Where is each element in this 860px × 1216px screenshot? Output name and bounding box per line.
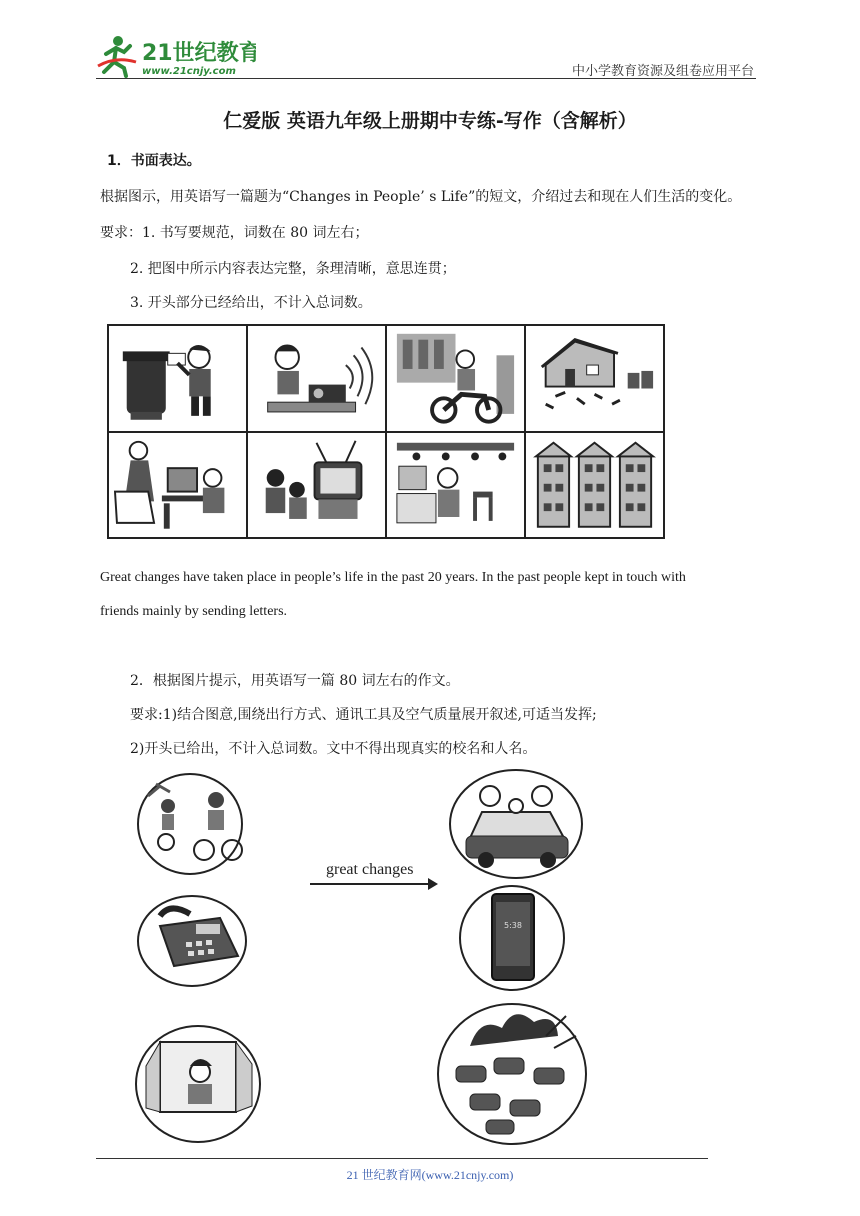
q2-picture [130, 766, 600, 1146]
bicycle-circle [138, 774, 242, 874]
car-circle [450, 770, 582, 878]
site-logo [96, 32, 256, 78]
mobile-phone-circle [460, 886, 564, 990]
q1-requirement-2: 2. 把图中所示内容表达完整，条理清晰，意思连贯； [130, 261, 456, 277]
tv-family-picture [247, 432, 386, 539]
q1-picture-grid [107, 324, 665, 539]
great-changes-arrow [310, 861, 438, 890]
logo-text: 21世纪教育 [142, 41, 256, 66]
page-title: 仁爱版 英语九年级上册期中专练-写作（含解析） [223, 110, 637, 132]
q1-prompt: 根据图示，用英语写一篇题为“Changes in People’ s Life”的短文，介绍过去和现在人们生活的变化。 [100, 189, 742, 205]
q2-heading: 2．根据图片提示，用英语写一篇 80 词左右的作文。 [130, 673, 460, 689]
open-window-circle [136, 1026, 260, 1142]
q1-opening-line-1: Great changes have taken place in people’s life in the past 20 years. In the past people kept in touch with [100, 570, 686, 585]
radio-boy-picture [247, 325, 386, 432]
q1-opening-line-2: friends mainly by sending letters. [100, 604, 288, 619]
arrow-label: great changes [326, 861, 414, 878]
q1-requirement-3: 3. 开头部分已经给出，不计入总词数。 [130, 295, 372, 311]
header-platform-text: 中小学教育资源及组卷应用平台 [571, 64, 754, 79]
q1-requirement-1: 要求：1. 书写要规范，词数在 80 词左右； [100, 225, 369, 241]
phone-time: 5:38 [504, 921, 522, 930]
header-divider [96, 78, 756, 79]
landline-phone-circle [138, 896, 246, 986]
logo-url: www.21cnjy.com [142, 66, 236, 77]
traffic-pollution-circle [438, 1004, 586, 1144]
mailbox-letter-picture [108, 325, 247, 432]
tv-studio-picture [386, 432, 525, 539]
q2-requirement-1: 要求:1)结合图意,围绕出行方式、通讯工具及空气质量展开叙述,可适当发挥; [130, 707, 597, 723]
modern-buildings-picture [525, 432, 664, 539]
running-man-icon [96, 32, 256, 78]
footer-site-text[interactable]: 21 世纪教育网(www.21cnjy.com) [346, 1168, 514, 1182]
old-house-trash-picture [525, 325, 664, 432]
motorbike-picture [386, 325, 525, 432]
footer-divider [96, 1158, 708, 1159]
q2-requirement-2: 2)开头已给出，不计入总词数。文中不得出现真实的校名和人名。 [130, 741, 537, 757]
phone-computer-picture [108, 432, 247, 539]
q1-heading: 1．书面表达。 [107, 153, 201, 169]
